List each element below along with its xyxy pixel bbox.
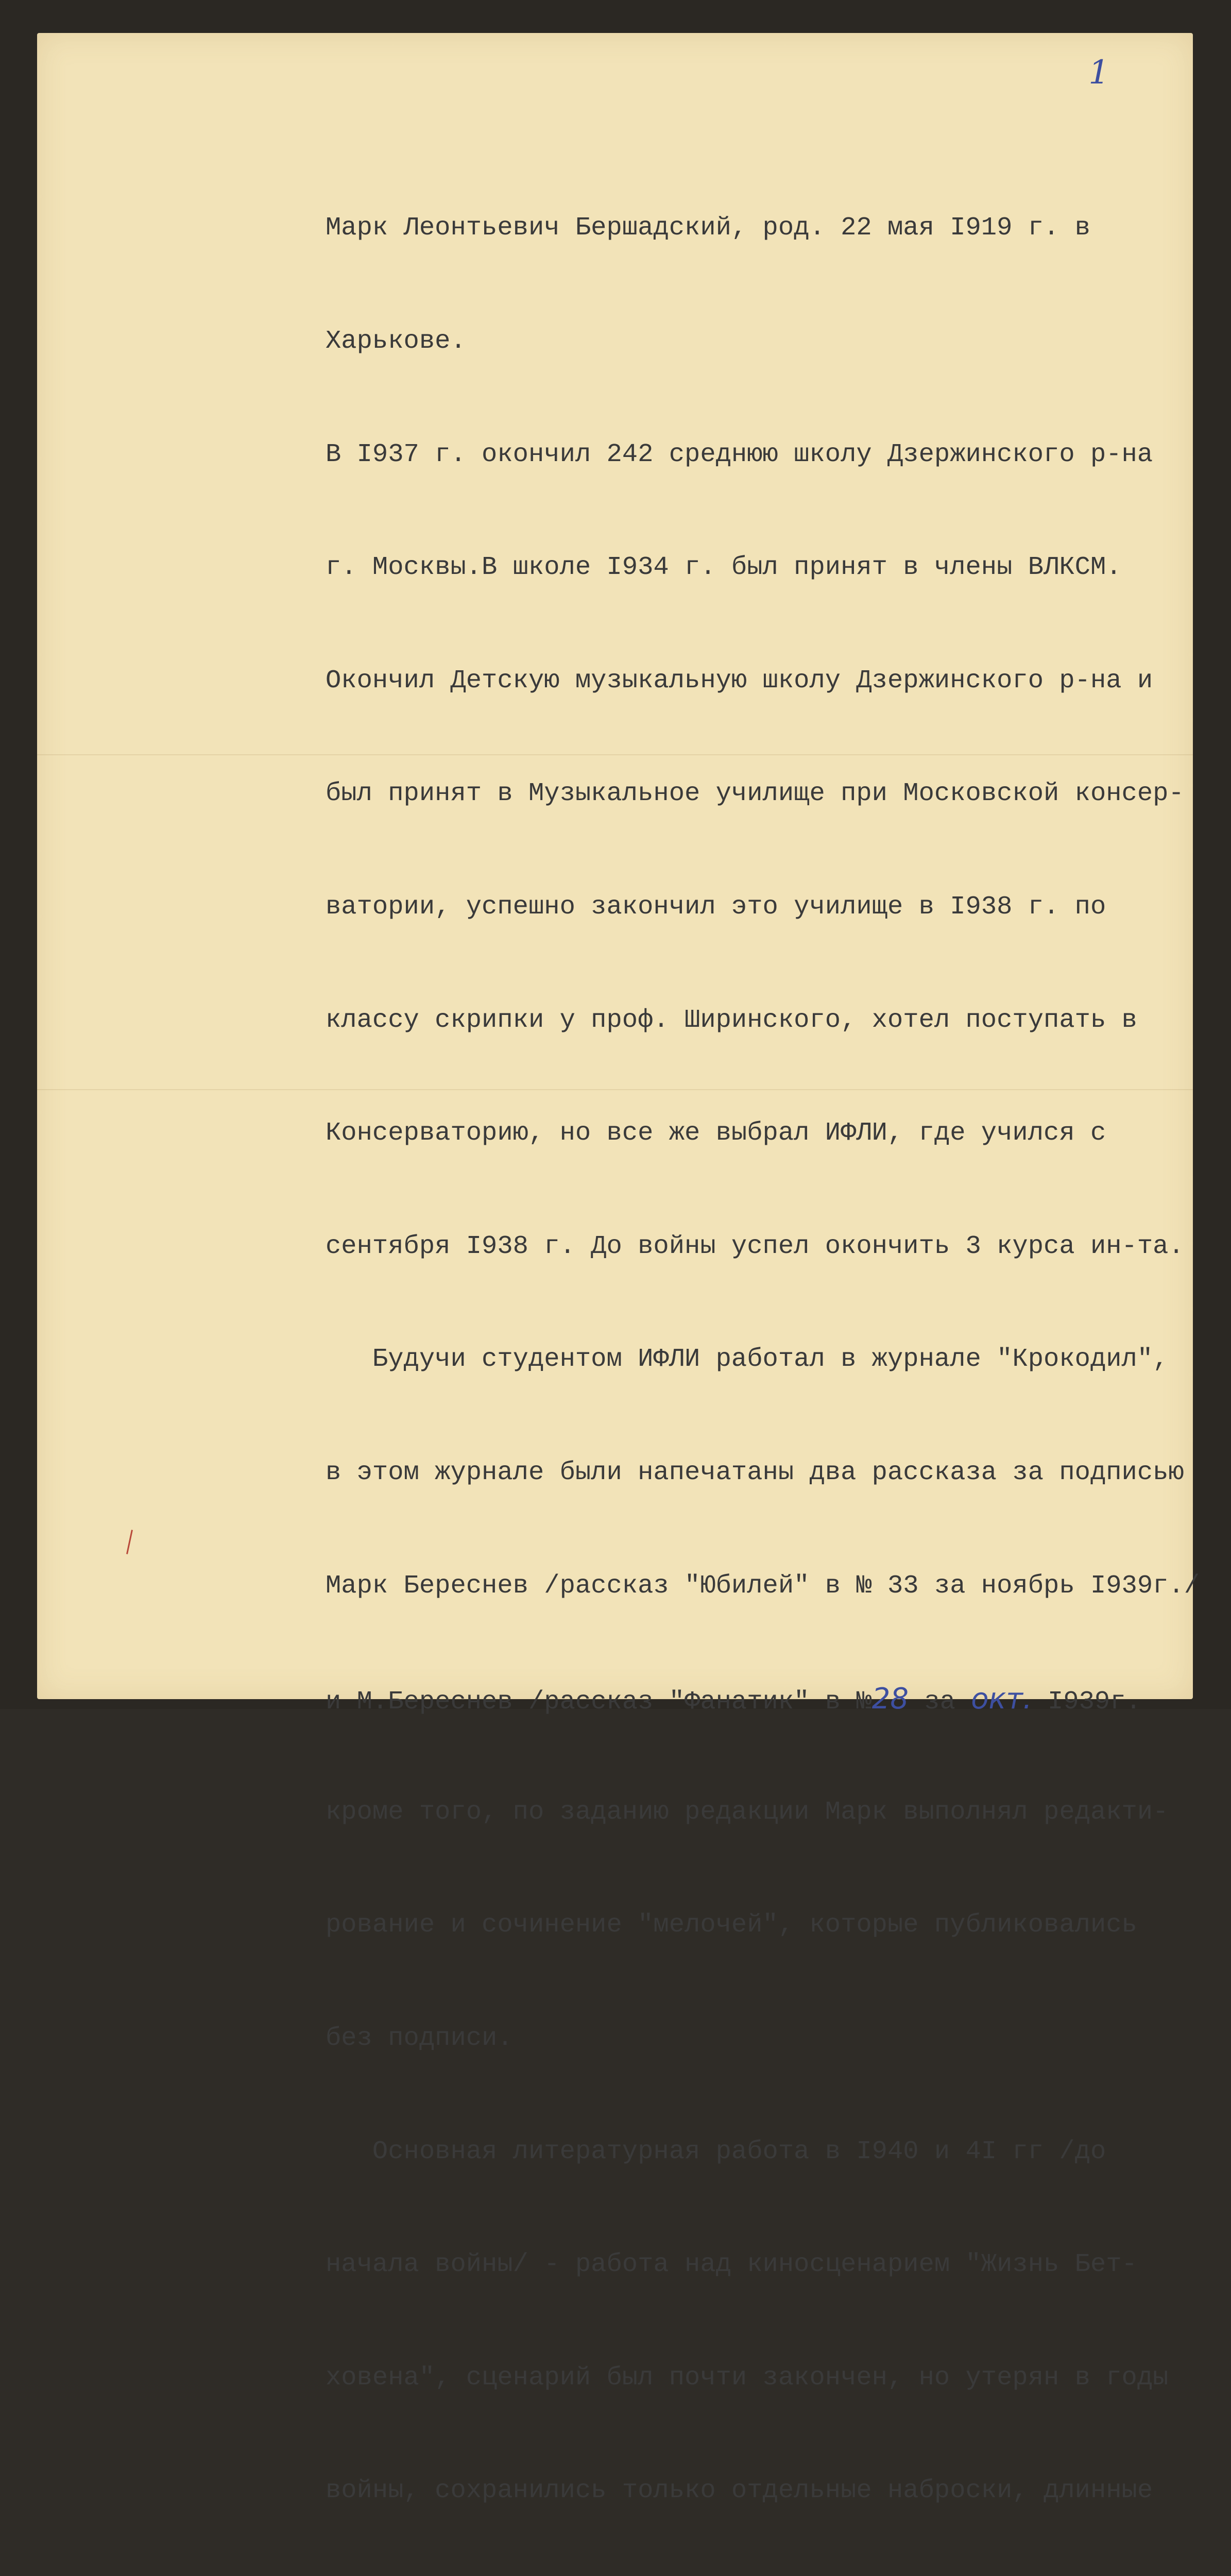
text-line: Будучи студентом ИФЛИ работал в журнале "Крокодил", <box>326 1345 1169 1375</box>
margin-mark <box>126 1530 133 1554</box>
text-line: г. Москвы.В школе I934 г. был принят в члены ВЛКСМ. <box>326 553 1122 583</box>
text-line: в этом журнале были напечатаны два рассказа за подписью <box>326 1458 1184 1487</box>
text-line: Консерваторию, но все же выбрал ИФЛИ, где учился с <box>326 1118 1106 1148</box>
text-line: кроме того, по заданию редакции Марк выполнял редакти- <box>326 1797 1169 1827</box>
text-line: был принят в Музыкальное училище при Московской консер- <box>326 779 1184 809</box>
text-segment: и М.Береснев /рассказ "Фанатик" в № <box>326 1687 872 1717</box>
text-line: В I937 г. окончил 242 среднюю школу Дзержинского р-на <box>326 439 1153 469</box>
text-line: ватории, успешно закончил это училище в I938 г. по <box>326 892 1106 922</box>
text-segment: I939г. <box>1032 1687 1141 1717</box>
page-number: 1 <box>1088 54 1109 92</box>
text-line: Основная литературная работа в I940 и 4I гг /до <box>326 2137 1106 2166</box>
text-segment: за <box>908 1687 971 1717</box>
paper-sheet <box>37 33 1200 2506</box>
text-line: сентября I938 г. До войны успел окончить 3 курса ин-та. <box>326 1231 1184 1261</box>
text-line: классу скрипки у проф. Ширинского, хотел поступать в <box>326 1005 1137 1035</box>
text-line: рование и сочинение "мелочей", которые публиковались <box>326 1910 1137 1940</box>
text-line: Марк Леонтьевич Бершадский, род. 22 мая I919 г. в <box>326 213 1090 243</box>
handwritten-number: 28 <box>871 1682 909 1716</box>
text-line: без подписи. <box>326 2023 513 2053</box>
text-line: Харькове. <box>326 327 466 356</box>
text-line: начала войны/ - работа над киносценарием "Жизнь Бет- <box>326 2250 1137 2280</box>
text-line: войны, сохранились только отдельные наброски, длинные <box>326 2476 1153 2506</box>
text-line: Марк Береснев /рассказ "Юбилей" в № 33 за ноябрь I939г./ <box>326 1571 1200 1601</box>
handwritten-month: окт. <box>971 1682 1032 1716</box>
text-line-annotated <box>326 1680 1211 1718</box>
text-line: Окончил Детскую музыкальную школу Дзержинского р-на и <box>326 666 1153 696</box>
text-line: ховена", сценарий был почти закончен, но утерян в годы <box>326 2363 1169 2393</box>
typed-text <box>326 134 1211 2576</box>
